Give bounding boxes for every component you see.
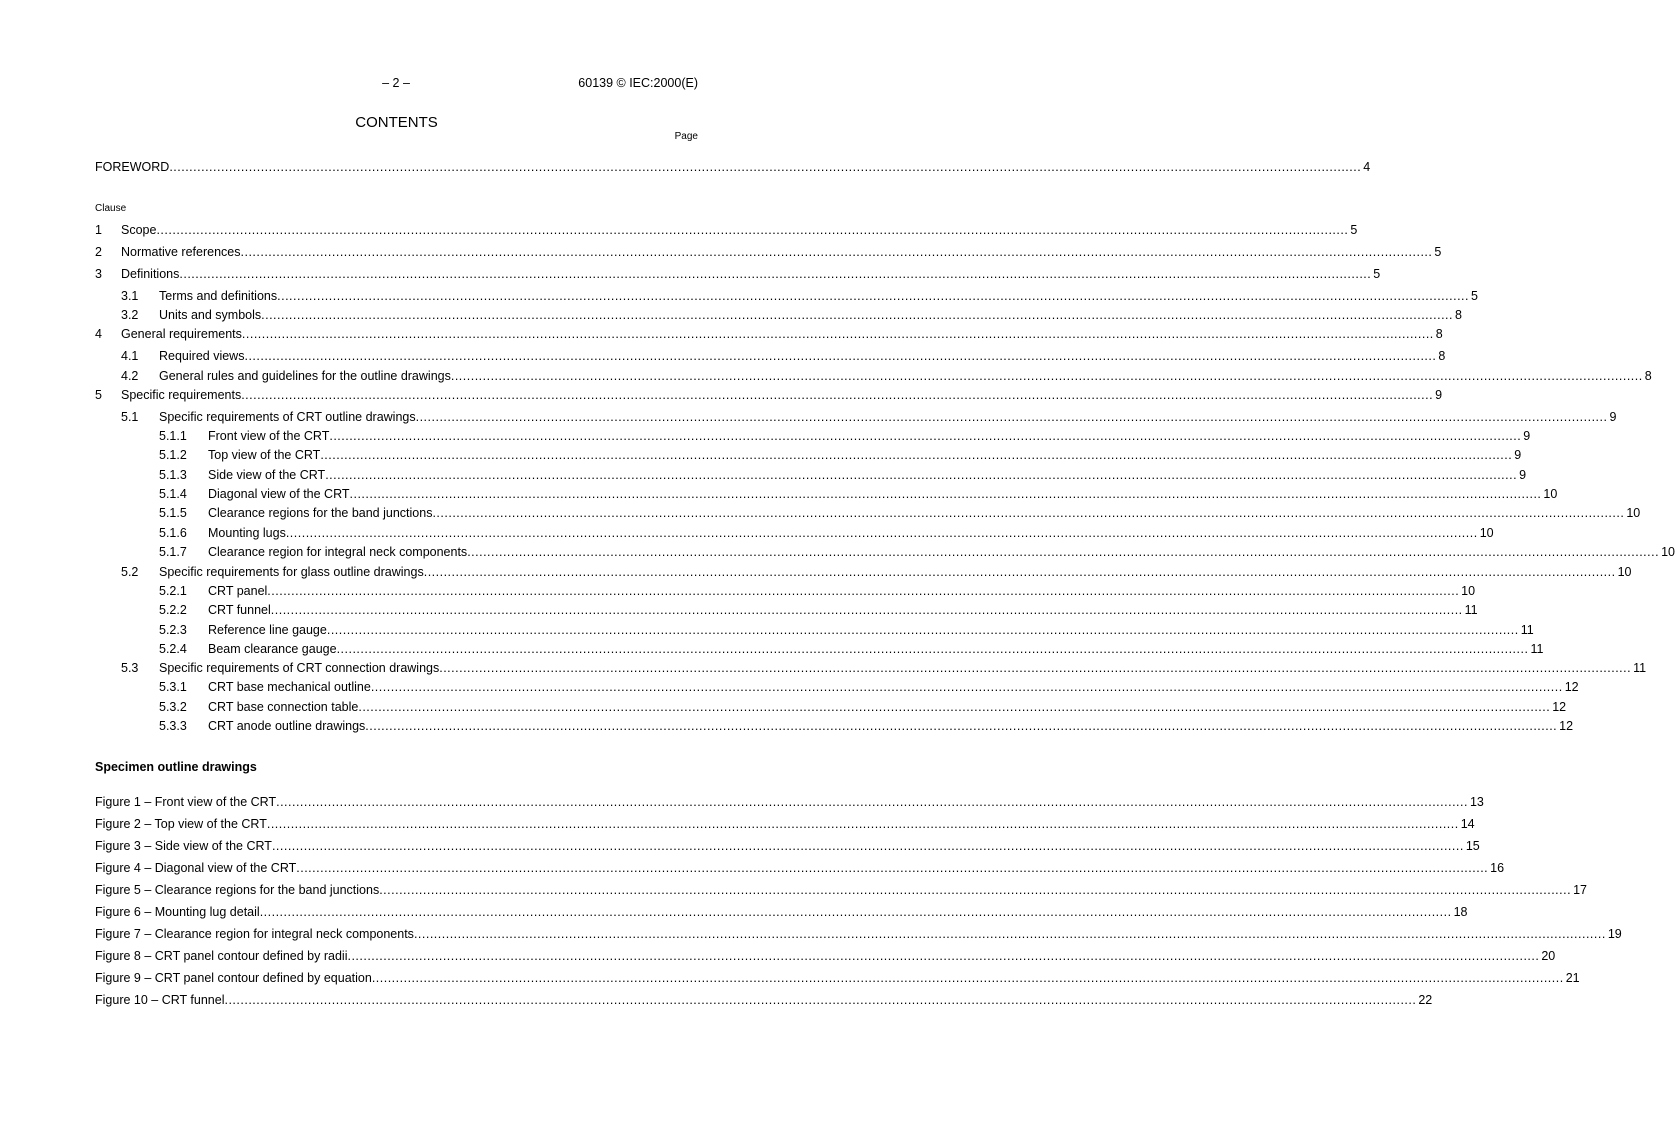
toc-entry[interactable] — [159, 622, 1534, 638]
toc-entry-page: 10 — [1661, 545, 1675, 559]
toc-entry[interactable] — [121, 288, 1478, 304]
toc-entry[interactable] — [159, 583, 1476, 599]
dot-leader: ............................................................................................................................................................................................................................................................................................................ — [224, 993, 1417, 1007]
toc-entry-page: 8 — [1644, 369, 1652, 383]
dot-leader: ............................................................................................................................................................................................................................................................................................................ — [415, 410, 1608, 424]
toc-entry-number: 4.1 — [121, 349, 139, 363]
toc-entry[interactable] — [159, 486, 1558, 502]
toc-entry-number: 5.1.5 — [159, 506, 187, 520]
dot-leader: ............................................................................................................................................................................................................................................................................................................ — [450, 369, 1643, 383]
toc-entry[interactable] — [95, 244, 1442, 260]
dot-leader: ............................................................................................................................................................................................................................................................................................................ — [296, 861, 1489, 875]
toc-figure-page: 17 — [1573, 883, 1587, 897]
toc-entry-title: FOREWORD — [95, 160, 170, 174]
document-reference: 60139 © IEC:2000(E) — [578, 76, 698, 90]
dot-leader: ............................................................................................................................................................................................................................................................................................................ — [276, 795, 1468, 809]
toc-entry-title: Specific requirements for glass outline drawings — [159, 565, 424, 579]
dot-leader: ............................................................................................................................................................................................................................................................................................................ — [267, 584, 1460, 598]
toc-entry-title: Scope — [121, 223, 157, 237]
toc-entry-number: 5.3.2 — [159, 700, 187, 714]
dot-leader: ............................................................................................................................................................................................................................................................................................................ — [329, 429, 1522, 443]
toc-entry-page: 4 — [1363, 160, 1371, 174]
toc-entry[interactable] — [95, 387, 1443, 403]
toc-entry[interactable] — [95, 326, 1443, 342]
toc-entry-page: 8 — [1435, 327, 1443, 341]
dot-leader: ............................................................................................................................................................................................................................................................................................................ — [423, 565, 1616, 579]
toc-entry-title: General requirements — [121, 327, 242, 341]
toc-entry-title: Specific requirements of CRT outline drawings — [159, 410, 416, 424]
toc-entry-foreword[interactable] — [95, 159, 1371, 175]
dot-leader: ............................................................................................................................................................................................................................................................................................................ — [259, 905, 1452, 919]
toc-entry[interactable] — [159, 679, 1579, 695]
toc-entry-number: 5 — [95, 388, 102, 402]
toc-entry-page: 8 — [1438, 349, 1446, 363]
toc-figure-page: 14 — [1460, 817, 1475, 831]
dot-leader: ............................................................................................................................................................................................................................................................................................................ — [413, 927, 1606, 941]
dot-leader: ............................................................................................................................................................................................................................................................................................................ — [349, 487, 1542, 501]
toc-entry-number: 5.1.3 — [159, 468, 187, 482]
toc-figure-title: Figure 7 – Clearance region for integral neck components — [95, 927, 414, 941]
dot-leader: ............................................................................................................................................................................................................................................................................................................ — [179, 267, 1372, 281]
dot-leader: ............................................................................................................................................................................................................................................................................................................ — [370, 680, 1563, 694]
toc-entry-page: 10 — [1461, 584, 1476, 598]
dot-leader: ............................................................................................................................................................................................................................................................................................................ — [266, 817, 1459, 831]
dot-leader: ............................................................................................................................................................................................................................................................................................................ — [285, 526, 1478, 540]
toc-entry-number: 5.1.7 — [159, 545, 187, 559]
toc-figure-page: 16 — [1490, 861, 1505, 875]
dot-leader: ............................................................................................................................................................................................................................................................................................................ — [244, 349, 1437, 363]
toc-entry-title: Diagonal view of the CRT — [208, 487, 350, 501]
toc-figure-title: Figure 10 – CRT funnel — [95, 993, 225, 1007]
toc-entry-number: 5.2.3 — [159, 623, 187, 637]
toc-entry-page: 12 — [1564, 680, 1579, 694]
dot-leader: ............................................................................................................................................................................................................................................................................................................ — [261, 308, 1453, 322]
toc-entry-number: 5.1.4 — [159, 487, 187, 501]
dot-leader: ............................................................................................................................................................................................................................................................................................................ — [379, 883, 1572, 897]
toc-entry-page: 12 — [1552, 700, 1567, 714]
toc-entry-page: 9 — [1519, 468, 1527, 482]
toc-figure-title: Figure 1 – Front view of the CRT — [95, 795, 277, 809]
toc-entry-number: 3.1 — [121, 289, 139, 303]
toc-entry[interactable] — [159, 505, 1641, 521]
toc-entry-number: 5.2.1 — [159, 584, 187, 598]
toc-entry-title: Clearance regions for the band junctions — [208, 506, 433, 520]
toc-entry-title: Side view of the CRT — [208, 468, 326, 482]
clause-label: Clause — [95, 203, 127, 214]
dot-leader: ............................................................................................................................................................................................................................................................................................................ — [156, 223, 1349, 237]
toc-entry-title: CRT base mechanical outline — [208, 680, 371, 694]
toc-figure-page: 22 — [1418, 993, 1433, 1007]
toc-entry-page: 9 — [1435, 388, 1443, 402]
toc-figure-title: Figure 5 – Clearance regions for the band junctions — [95, 883, 380, 897]
toc-entry[interactable] — [159, 428, 1531, 444]
toc-entry[interactable] — [159, 544, 1675, 560]
page-number: – 2 – — [382, 76, 410, 90]
toc-entry-title: Front view of the CRT — [208, 429, 330, 443]
toc-figure-title: Figure 8 – CRT panel contour defined by radii — [95, 949, 348, 963]
toc-entry[interactable] — [159, 467, 1527, 483]
toc-entry-page: 12 — [1559, 719, 1574, 733]
toc-entry-page: 11 — [1530, 642, 1544, 656]
toc-entry[interactable] — [121, 660, 1647, 676]
dot-leader: ............................................................................................................................................................................................................................................................................................................ — [347, 949, 1540, 963]
toc-entry[interactable] — [159, 699, 1567, 715]
toc-figure-page: 13 — [1469, 795, 1484, 809]
dot-leader: ............................................................................................................................................................................................................................................................................................................ — [371, 971, 1564, 985]
toc-figure-title: Figure 3 – Side view of the CRT — [95, 839, 272, 853]
toc-figure-entry[interactable] — [95, 904, 1468, 920]
toc-entry-title: CRT panel — [208, 584, 268, 598]
toc-entry-number: 1 — [95, 223, 102, 237]
toc-figure-page: 19 — [1607, 927, 1622, 941]
dot-leader: ............................................................................................................................................................................................................................................................................................................ — [325, 468, 1518, 482]
toc-figure-entry[interactable] — [95, 838, 1480, 854]
toc-entry-number: 4 — [95, 327, 102, 341]
toc-entry-title: Beam clearance gauge — [208, 642, 337, 656]
toc-figure-page: 21 — [1565, 971, 1580, 985]
toc-entry-number: 2 — [95, 245, 102, 259]
dot-leader: ............................................................................................................................................................................................................................................................................................................ — [241, 388, 1434, 402]
toc-entry[interactable] — [159, 447, 1522, 463]
toc-figure-entry[interactable] — [95, 948, 1556, 964]
toc-entry-page: 9 — [1523, 429, 1531, 443]
toc-entry-title: Units and symbols — [159, 308, 262, 322]
toc-entry-page: 9 — [1514, 448, 1522, 462]
toc-entry-number: 5.1.6 — [159, 526, 187, 540]
dot-leader: ............................................................................................................................................................................................................................................................................................................ — [358, 700, 1551, 714]
toc-figure-page: 20 — [1541, 949, 1556, 963]
toc-entry-page: 5 — [1373, 267, 1381, 281]
toc-entry-number: 3.2 — [121, 308, 139, 322]
toc-figure-page: 18 — [1453, 905, 1468, 919]
toc-figure-entry[interactable] — [95, 882, 1587, 898]
toc-figure-page: 15 — [1465, 839, 1480, 853]
toc-entry-number: 5.3 — [121, 661, 139, 675]
dot-leader: ............................................................................................................................................................................................................................................................................................................ — [271, 839, 1464, 853]
toc-entry-title: CRT base connection table — [208, 700, 359, 714]
specimen-heading: Specimen outline drawings — [95, 760, 257, 774]
dot-leader: ............................................................................................................................................................................................................................................................................................................ — [439, 661, 1632, 675]
toc-entry-title: Specific requirements — [121, 388, 242, 402]
toc-entry[interactable] — [159, 718, 1574, 734]
toc-entry-number: 5.3.1 — [159, 680, 187, 694]
toc-figure-entry[interactable] — [95, 970, 1580, 986]
toc-entry[interactable] — [159, 602, 1478, 618]
toc-entry[interactable] — [159, 525, 1494, 541]
toc-entry-number: 5.1.2 — [159, 448, 187, 462]
contents-title: CONTENTS — [355, 114, 438, 131]
dot-leader: ............................................................................................................................................................................................................................................................................................................ — [241, 327, 1434, 341]
toc-entry-title: Mounting lugs — [208, 526, 286, 540]
toc-entry-title: General rules and guidelines for the outline drawings — [159, 369, 451, 383]
toc-entry-number: 5.3.3 — [159, 719, 187, 733]
toc-entry[interactable] — [121, 368, 1652, 384]
toc-figure-entry[interactable] — [95, 860, 1505, 876]
toc-figure-entry[interactable] — [95, 816, 1475, 832]
toc-figure-title: Figure 2 – Top view of the CRT — [95, 817, 267, 831]
toc-entry-title: Definitions — [121, 267, 180, 281]
toc-entry-number: 5.2.4 — [159, 642, 187, 656]
toc-entry[interactable] — [121, 409, 1617, 425]
toc-figure-title: Figure 4 – Diagonal view of the CRT — [95, 861, 297, 875]
toc-entry-page: 11 — [1633, 661, 1647, 675]
dot-leader: ............................................................................................................................................................................................................................................................................................................ — [365, 719, 1558, 733]
toc-entry-title: Normative references — [121, 245, 241, 259]
toc-entry-title: Terms and definitions — [159, 289, 278, 303]
toc-entry[interactable] — [95, 222, 1358, 238]
toc-entry-title: Required views — [159, 349, 245, 363]
toc-entry-title: Clearance region for integral neck components — [208, 545, 468, 559]
dot-leader: ............................................................................................................................................................................................................................................................................................................ — [240, 245, 1433, 259]
toc-entry-title: Reference line gauge — [208, 623, 327, 637]
dot-leader: ............................................................................................................................................................................................................................................................................................................ — [320, 448, 1513, 462]
dot-leader: ............................................................................................................................................................................................................................................................................................................ — [432, 506, 1625, 520]
toc-entry-number: 5.2.2 — [159, 603, 187, 617]
toc-entry-title: CRT funnel — [208, 603, 271, 617]
toc-entry[interactable] — [121, 564, 1632, 580]
toc-entry-page: 10 — [1617, 565, 1632, 579]
toc-entry-page: 10 — [1543, 487, 1558, 501]
toc-figure-entry[interactable] — [95, 926, 1622, 942]
toc-entry-page: 11 — [1520, 623, 1534, 637]
toc-entry-title: Specific requirements of CRT connection drawings — [159, 661, 440, 675]
page-column-label: Page — [674, 131, 698, 142]
toc-entry-page: 8 — [1455, 308, 1462, 322]
toc-entry[interactable] — [159, 641, 1544, 657]
toc-figure-title: Figure 6 – Mounting lug detail — [95, 905, 260, 919]
toc-entry-title: CRT anode outline drawings — [208, 719, 366, 733]
dot-leader: ............................................................................................................................................................................................................................................................................................................ — [336, 642, 1529, 656]
toc-entry[interactable] — [121, 348, 1446, 364]
toc-figure-title: Figure 9 – CRT panel contour defined by equation — [95, 971, 372, 985]
toc-entry-number: 5.2 — [121, 565, 139, 579]
toc-figure-entry[interactable] — [95, 992, 1433, 1008]
toc-entry[interactable] — [95, 266, 1381, 282]
toc-entry-number: 5.1.1 — [159, 429, 187, 443]
dot-leader: ............................................................................................................................................................................................................................................................................................................ — [270, 603, 1463, 617]
toc-entry-page: 5 — [1350, 223, 1358, 237]
toc-entry-page: 5 — [1434, 245, 1442, 259]
dot-leader: ............................................................................................................................................................................................................................................................................................................ — [169, 160, 1362, 174]
toc-figure-entry[interactable] — [95, 794, 1484, 810]
toc-entry-page: 10 — [1626, 506, 1641, 520]
toc-entry-number: 3 — [95, 267, 102, 281]
dot-leader: ............................................................................................................................................................................................................................................................................................................ — [467, 545, 1660, 559]
dot-leader: ............................................................................................................................................................................................................................................................................................................ — [277, 289, 1469, 303]
toc-entry-number: 5.1 — [121, 410, 139, 424]
toc-entry-page: 10 — [1479, 526, 1494, 540]
toc-entry[interactable] — [121, 307, 1462, 323]
toc-entry-number: 4.2 — [121, 369, 139, 383]
toc-entry-page: 11 — [1464, 603, 1478, 617]
dot-leader: ............................................................................................................................................................................................................................................................................................................ — [326, 623, 1519, 637]
toc-entry-title: Top view of the CRT — [208, 448, 321, 462]
toc-entry-page: 5 — [1471, 289, 1478, 303]
toc-entry-page: 9 — [1609, 410, 1617, 424]
